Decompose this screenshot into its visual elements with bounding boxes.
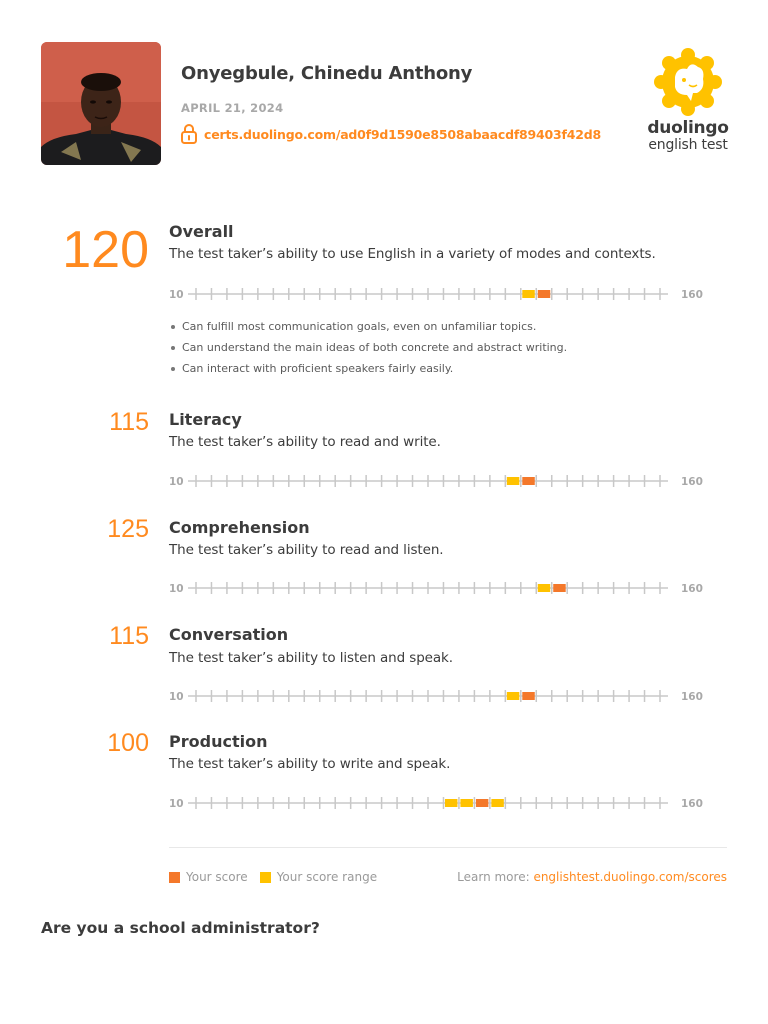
comprehension-title: Comprehension xyxy=(169,518,310,537)
score-range-segment xyxy=(507,692,519,700)
scale-min-label: 10 xyxy=(169,476,184,488)
your-score-mark xyxy=(553,584,565,592)
literacy-score: 115 xyxy=(109,408,149,436)
duolingo-english-test-logo xyxy=(643,47,733,154)
your-range-swatch xyxy=(260,872,271,883)
comprehension-description: The test taker’s ability to read and listen. xyxy=(169,542,444,558)
scale-max-label: 160 xyxy=(681,691,703,703)
scale-min-label: 10 xyxy=(169,289,184,301)
legend-your-range xyxy=(260,870,377,884)
scale-min-label: 10 xyxy=(169,691,184,703)
profile-photo xyxy=(41,42,161,165)
score-legend xyxy=(169,870,389,884)
overall-title: Overall xyxy=(169,222,234,241)
legend-your-range-label: Your score range xyxy=(276,870,378,884)
comprehension-score-scale xyxy=(160,576,720,600)
test-taker-name: Onyegbule, Chinedu Anthony xyxy=(181,63,473,84)
production-description: The test taker’s ability to write and speak. xyxy=(169,756,451,772)
descriptor-item: Can interact with proficient speakers fairly easily. xyxy=(169,361,567,382)
scale-max-label: 160 xyxy=(681,476,703,488)
comprehension-score: 125 xyxy=(107,515,149,543)
your-score-mark xyxy=(538,290,550,298)
overall-descriptor-list xyxy=(169,319,567,382)
your-score-mark xyxy=(522,477,534,485)
score-range-segment xyxy=(460,799,472,807)
descriptor-item: Can fulfill most communication goals, even on unfamiliar topics. xyxy=(169,319,567,340)
learn-more-prefix: Learn more: xyxy=(457,870,534,884)
logo-subtitle: english test xyxy=(648,137,728,153)
legend-your-score xyxy=(169,870,248,884)
duolingo-owl-badge-icon xyxy=(653,47,723,117)
score-range-segment xyxy=(491,799,503,807)
learn-more xyxy=(457,870,727,884)
certificate-link-row[interactable] xyxy=(180,123,601,145)
learn-more-link[interactable]: englishtest.duolingo.com/scores xyxy=(533,870,727,884)
production-score-scale xyxy=(160,791,720,815)
certificate-url-link[interactable]: certs.duolingo.com/ad0f9d1590e8508abaacdf89403f42d8 xyxy=(204,126,602,142)
scale-max-label: 160 xyxy=(681,289,703,301)
conversation-score: 115 xyxy=(109,622,149,650)
score-range-segment xyxy=(522,290,534,298)
your-score-swatch xyxy=(169,872,180,883)
school-admin-question: Are you a school administrator? xyxy=(41,919,320,937)
portrait-image xyxy=(41,42,161,165)
literacy-score-scale xyxy=(160,469,720,493)
legend-your-score-label: Your score xyxy=(186,870,248,884)
scale-max-label: 160 xyxy=(681,798,703,810)
logo-wordmark: duolingo xyxy=(647,118,729,138)
overall-description: The test taker’s ability to use English in a variety of modes and contexts. xyxy=(169,246,656,262)
overall-score: 120 xyxy=(62,221,149,279)
scale-min-label: 10 xyxy=(169,798,184,810)
your-score-mark xyxy=(476,799,488,807)
descriptor-item: Can understand the main ideas of both concrete and abstract writing. xyxy=(169,340,567,361)
literacy-title: Literacy xyxy=(169,410,242,429)
score-range-segment xyxy=(538,584,550,592)
overall-score-scale xyxy=(160,282,720,306)
conversation-description: The test taker’s ability to listen and speak. xyxy=(169,650,453,666)
production-score: 100 xyxy=(107,729,149,757)
scale-min-label: 10 xyxy=(169,583,184,595)
production-title: Production xyxy=(169,732,268,751)
score-range-segment xyxy=(507,477,519,485)
test-date: APRIL 21, 2024 xyxy=(181,101,284,115)
literacy-description: The test taker’s ability to read and write. xyxy=(169,434,441,450)
scale-max-label: 160 xyxy=(681,583,703,595)
conversation-title: Conversation xyxy=(169,625,289,644)
your-score-mark xyxy=(522,692,534,700)
lock-icon xyxy=(180,123,198,145)
divider xyxy=(169,847,727,848)
score-range-segment xyxy=(445,799,457,807)
conversation-score-scale xyxy=(160,684,720,708)
